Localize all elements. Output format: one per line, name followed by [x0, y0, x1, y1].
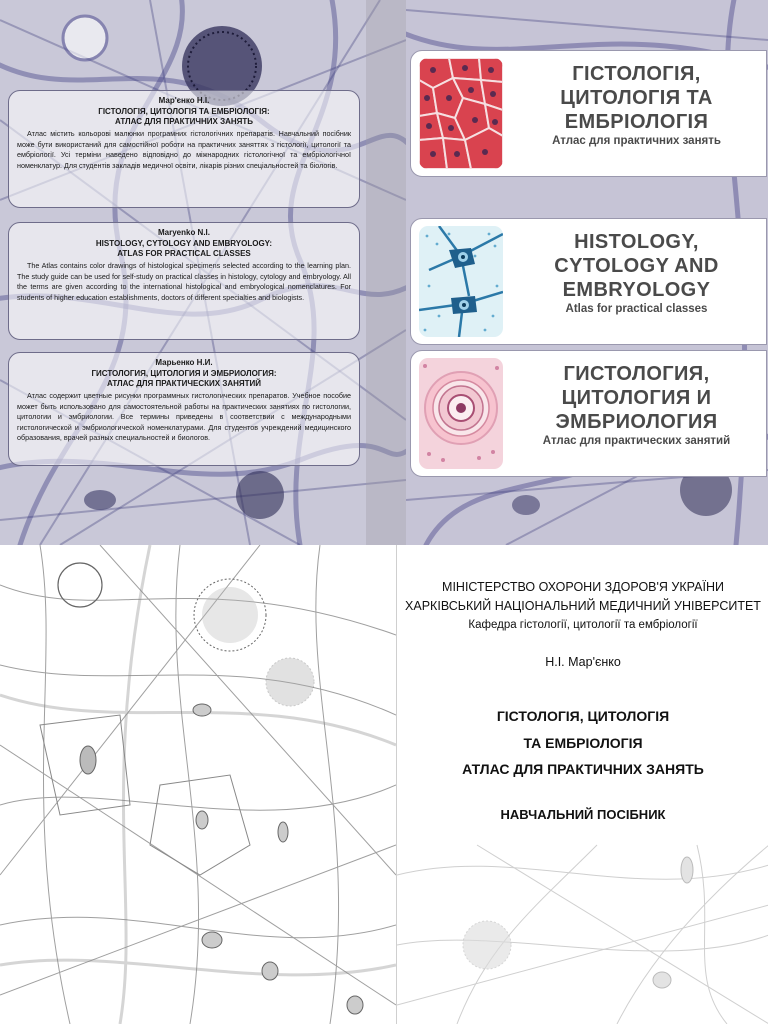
cover-card-ukrainian [410, 50, 767, 177]
book-title-ua-line2: АТЛАС ДЛЯ ПРАКТИЧНИХ ЗАНЯТЬ [114, 117, 254, 126]
cover-card-english [410, 218, 767, 345]
document-type: НАВЧАЛЬНИЙ ПОСІБНИК [500, 807, 666, 822]
cover-title-en-line3: EMBRYOLOGY [562, 279, 711, 301]
pencil-sketch-art [0, 545, 396, 1024]
annotation-russian [8, 352, 360, 466]
university-name: ХАРКІВСЬКИЙ НАЦІОНАЛЬНИЙ МЕДИЧНИЙ УНІВЕРСИТЕТ [405, 599, 761, 613]
book-title-ru-line1: ГИСТОЛОГИЯ, ЦИТОЛОГИЯ И ЭМБРИОЛОГИЯ: [91, 369, 277, 378]
cover-title-ru-line3: ЭМБРИОЛОГИЯ [555, 411, 718, 433]
histology-illustration [419, 358, 503, 469]
histology-illustration [419, 58, 503, 169]
histology-illustration [419, 226, 503, 337]
sketch-endpaper [0, 545, 396, 1024]
department-name: Кафедра гістології, цитології та ембріології [468, 619, 698, 631]
cover-title-ru-line2: ЦИТОЛОГИЯ И [561, 387, 712, 409]
front-cover [406, 0, 768, 545]
author-name: Н.І. Мар'єнко [545, 655, 621, 669]
back-cover [0, 0, 406, 545]
cover-title-en-line1: HISTOLOGY, [574, 231, 699, 253]
annotation-english [8, 222, 360, 340]
spine-strip [366, 0, 406, 545]
book-title-line2: ТА ЕМБРІОЛОГІЯ [523, 735, 643, 751]
ministry-name: МІНІСТЕРСТВО ОХОРОНИ ЗДОРОВ'Я УКРАЇНИ [442, 580, 724, 594]
neurons-image [419, 226, 503, 337]
book-title-en-line1: HISTOLOGY, CYTOLOGY AND EMBRYOLOGY: [95, 239, 273, 248]
title-page [396, 545, 768, 1024]
faded-sketch-art [397, 545, 768, 1024]
author-name-en: Maryenko N.I. [157, 228, 210, 237]
author-name-ru: Марьенко Н.И. [155, 358, 213, 367]
cover-title-ru-line1: ГИСТОЛОГИЯ, [563, 363, 710, 385]
cover-title-ua-line1: ГІСТОЛОГІЯ, [572, 63, 701, 85]
epithelium-cells-image [419, 58, 503, 169]
author-name-ua: Мар'єнко Н.І. [158, 96, 210, 105]
cover-subtitle-ru: Атлас для практических занятий [542, 435, 731, 447]
cover-title-en-line2: CYTOLOGY AND [554, 255, 719, 277]
book-title-line1: ГІСТОЛОГІЯ, ЦИТОЛОГІЯ [496, 708, 670, 724]
book-title-ua-line1: ГІСТОЛОГІЯ, ЦИТОЛОГІЯ ТА ЕМБРІОЛОГІЯ: [98, 107, 270, 116]
book-title-line3: АТЛАС ДЛЯ ПРАКТИЧНИХ ЗАНЯТЬ [462, 761, 704, 777]
annotation-text-en: The Atlas contains color drawings of histological specimens selected according to the learning plan. The study guide can be used for self-study on practical classes in histology, cytology and embryology. All the terms are given according to the international histological and embryological nomenclatures. For students of higher education establishments, doctors of different specialties and biologists. [17, 261, 351, 302]
annotation-ukrainian [8, 90, 360, 208]
annotation-text-ru: Атлас содержит цветные рисунки программных гистологических препаратов. Учебное пособие может быть использовано для самостоятельной работы на практических занятиях по гистологии, цитологии и эмбриологии. Все термины приведены в соответствии с международными гистологической и эмбриологической номенклатурами. Для студентов учреждений медицинского образования, врачей разных специальностей и биологов. [17, 391, 351, 443]
book-title-en-line2: ATLAS FOR PRACTICAL CLASSES [117, 249, 251, 258]
cover-card-russian [410, 350, 767, 477]
cover-subtitle-en: Atlas for practical classes [565, 303, 708, 315]
oocyte-follicle-image [419, 358, 503, 469]
cover-subtitle-ua: Атлас для практичних занять [552, 135, 721, 147]
cover-title-ua-line2: ЦИТОЛОГІЯ ТА [560, 87, 713, 109]
annotation-text-ua: Атлас містить кольорові малюнки програмних гістологічних препаратів. Навчальний посібник може бути використаний для самостійної роботи на практичних заняттях з гістології, цитології та ембріології. Усі терміни наведено відповідно до міжнародних гістологічної та ембріологічної номенклатур. Для студентів закладів медичної освіти, лікарів різних спеціальностей та біологів. [17, 129, 351, 170]
cover-title-ua-line3: ЕМБРІОЛОГІЯ [564, 111, 709, 133]
book-title-ru-line2: АТЛАС ДЛЯ ПРАКТИЧЕСКИХ ЗАНЯТИЙ [106, 379, 262, 388]
